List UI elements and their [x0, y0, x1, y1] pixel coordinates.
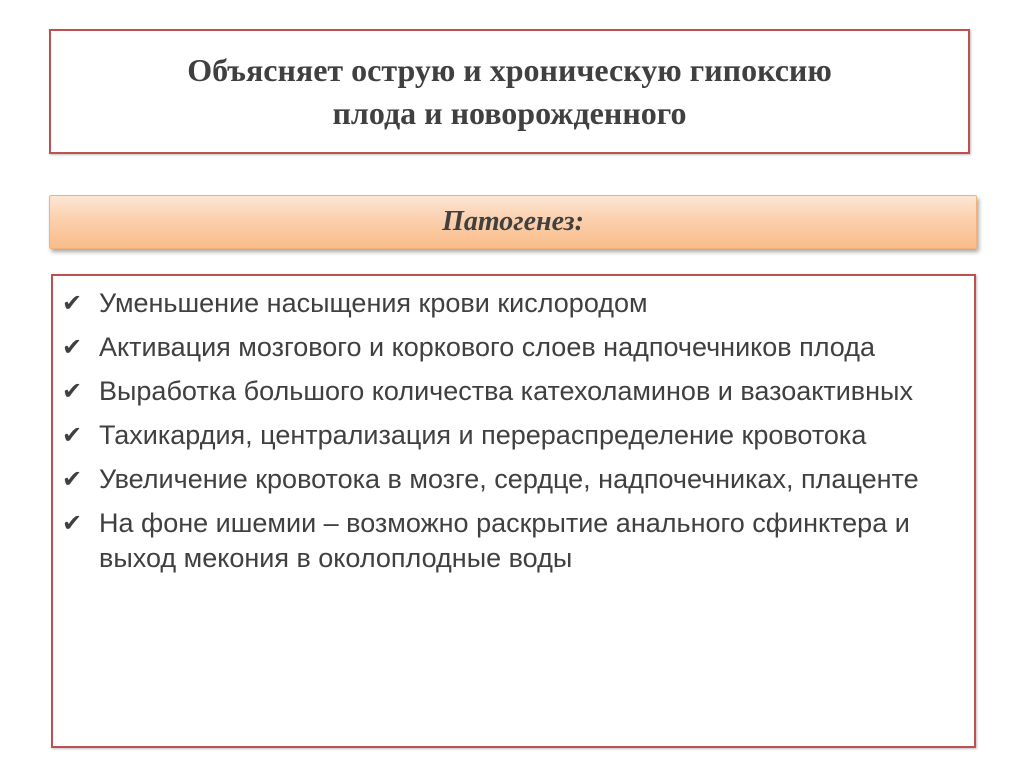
slide-title: Объясняет острую и хроническую гипоксию плода и новорожденного	[187, 51, 832, 131]
title-box	[49, 29, 970, 154]
bullet-item	[60, 286, 960, 321]
bullet-item	[60, 418, 960, 453]
bullet-text: Увеличение кровотока в мозге, сердце, надпочечниках, плаценте	[99, 464, 919, 494]
bullet-text: Выработка большого количества катехоламинов и вазоактивных	[99, 376, 913, 406]
subheading-bar	[49, 195, 977, 249]
check-mark-icon: ✔	[62, 333, 83, 361]
bullet-text: Активация мозгового и коркового слоев надпочечников плода	[99, 332, 875, 362]
bullet-list	[60, 286, 960, 585]
bullet-item	[60, 462, 960, 497]
check-mark-icon: ✔	[62, 289, 83, 317]
bullet-text: Уменьшение насыщения крови кислородом	[99, 288, 648, 318]
check-mark-icon: ✔	[62, 509, 83, 537]
bullet-item	[60, 506, 960, 576]
bullet-item	[60, 374, 960, 409]
bullet-text: На фоне ишемии – возможно раскрытие анального сфинктера и выход мекония в околоплодные воды	[99, 508, 910, 573]
check-mark-icon: ✔	[62, 377, 83, 405]
check-mark-icon: ✔	[62, 421, 83, 449]
subheading-label: Патогенез:	[442, 206, 584, 237]
bullet-item	[60, 330, 960, 365]
bullet-text: Тахикардия, централизация и перераспределение кровотока	[99, 420, 867, 450]
check-mark-icon: ✔	[62, 465, 83, 493]
